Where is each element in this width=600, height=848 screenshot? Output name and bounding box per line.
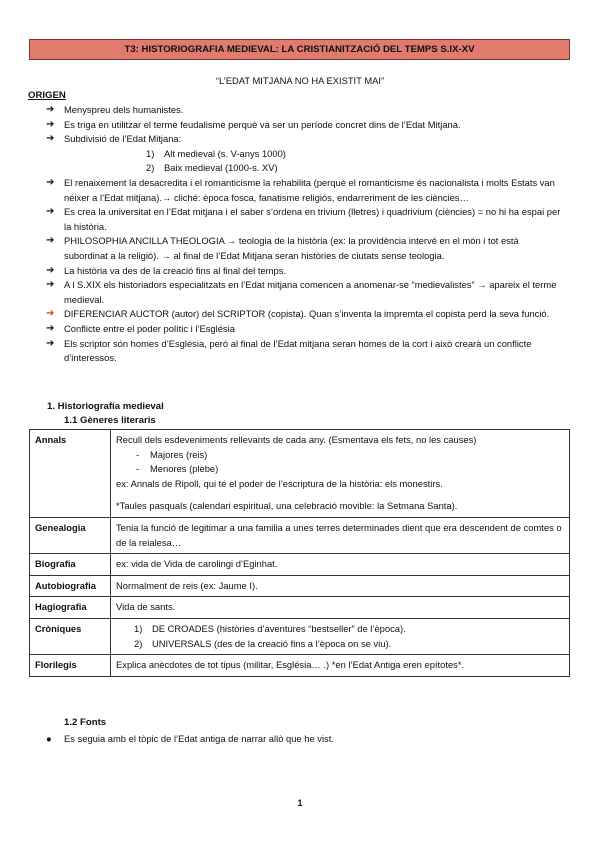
arrow-icon: ➔ (46, 264, 55, 276)
section-heading-historiografia: 1. Historiografía medieval (47, 401, 164, 412)
genre-name: Cròniques (30, 618, 111, 654)
list-item: ➔ PHILOSOPHIA ANCILLA THEOLOGIA → teologia de la història (ex: la providència intervé en el món i tot està subordinat a la religió). → al final de l’Edat Mitjana seran històries de ciutats sense teologia. (46, 235, 519, 261)
table-row (30, 575, 570, 597)
list-item: ➔ Conflicte entre el poder polític i l’Església (0, 322, 564, 337)
arrow-icon: ➔ (46, 118, 55, 130)
quote: “L’EDAT MITJANA NO HA EXISTIT MAI” (215, 75, 385, 86)
table-row (30, 517, 570, 553)
table-row (30, 597, 570, 619)
genre-name: Biografia (30, 554, 111, 576)
list-item: ➔ Els scriptor són homes d’Església, però al final de l’Edat mitjana seran homes de la cort i això crearà un conflicte d’interessos. (46, 337, 532, 364)
list-item: ➔ A l S.XIX els historiadors especialitzats en l’Edat mitjana comencen a anomenar-se “medievalistes” → apareix el terme medieval. (46, 279, 557, 305)
genre-description: Normalment de reis (ex: Jaume I). (111, 575, 570, 597)
sub-item: 2) Baix medieval (1000-s. XV) (146, 162, 278, 174)
table-row (30, 618, 570, 654)
genre-name: Autobiografia (30, 575, 111, 597)
arrow-icon: ➔ (46, 322, 55, 334)
genre-name: Florilegis (30, 655, 111, 677)
arrow-icon: ➔ (46, 133, 55, 145)
document-title: T3: HISTORIOGRAFIA MEDIEVAL: LA CRISTIANITZACIÓ DEL TEMPS S.IX-XV (29, 39, 570, 60)
bullet-icon: ● (46, 733, 52, 744)
list-item: ➔ Menyspreu dels humanistes. (0, 103, 564, 118)
genre-name: Annals (30, 430, 111, 518)
genre-description: Recull dels esdeveniments rellevants de cada any. (Esmentava els fets, no les causes) - Majores (reis) - Menores (plebe) ex: Annals de Ripoll, qui té el poder de l’escriptura de la història: els monestirs. *Taules pasquals (calendari espiritual, una celebració movible: la Setmana Santa). (111, 430, 570, 518)
genre-description: Explica anècdotes de tot tipus (militar, Església… .) *en l’Edat Antiga eren epítotes*. (111, 655, 570, 677)
subsection-heading-fonts: 1.2 Fonts (64, 717, 107, 728)
arrow-icon: ➔ (46, 337, 55, 349)
genre-name: Hagiografia (30, 597, 111, 619)
subsection-heading-generes: 1.1 Gèneres literaris (64, 415, 156, 426)
origen-bullet-list (0, 103, 600, 366)
list-item: ➔ DIFERENCIAR AUCTOR (autor) del SCRIPTOR (copista). Quan s’inventa la impremta el copista perd la seva funció. (0, 307, 564, 322)
page-number: 1 (297, 798, 303, 808)
section-heading-origen: ORIGEN (28, 90, 66, 101)
list-item: ➔ Es triga en utilitzar el terme feudalisme perquè va ser un període concret dins de l’Edat Mitjana. (0, 118, 564, 133)
arrow-icon: ➔ (46, 104, 55, 115)
genre-description: 1) DE CROADES (històries d’aventures “bestseller” de l’època). 2) UNIVERSALS (des de la creació fins a l’època on se viu). (111, 618, 570, 654)
arrow-icon: ➔ (46, 279, 55, 291)
list-item: ● Es seguia amb el tòpic de l’Edat antiga de narrar allò que he vist. (46, 733, 334, 744)
list-item: ➔ La història va des de la creació fins al final del temps. (0, 264, 564, 279)
arrow-icon: ➔ (46, 206, 55, 218)
list-item: ➔ El renaixement la desacredita i el romanticisme la rehabilita (perquè el romanticisme és nacionalista i molts Estats van néixer a l’Edat mitjana).→ cliché: època fosca, fanatisme religiós, endarreriment de les ciències… (46, 176, 555, 203)
table-row (30, 554, 570, 576)
genre-description: Tenia la funció de legitimar a una familia a unes terres determinades dient que era descendent de comtes o de la reialesa… (111, 517, 570, 553)
table-row (30, 430, 570, 518)
sub-item: 1) Alt medieval (s. V-anys 1000) (146, 147, 286, 159)
genre-description: Vida de sants. (111, 597, 570, 619)
list-item: ➔ Es crea la universitat en l’Edat mitjana i el saber s’ordena en trivium (lletres) i quadrivium (ciències) = no hi ha espai per la història. (46, 206, 561, 232)
genres-table (29, 429, 570, 677)
arrow-icon-red: ➔ (46, 308, 55, 320)
genre-description: ex: vida de Vida de carolingi d’Eginhat. (111, 554, 570, 576)
arrow-icon: ➔ (46, 176, 55, 188)
arrow-icon: ➔ (46, 235, 55, 247)
list-item: ➔ Subdivisió de l’Edat Mitjana: 1) Alt medieval (s. V-anys 1000) 2) Baix medieval (1000-s. XV) (0, 132, 564, 176)
table-row (30, 655, 570, 677)
genre-name: Genealogia (30, 517, 111, 553)
